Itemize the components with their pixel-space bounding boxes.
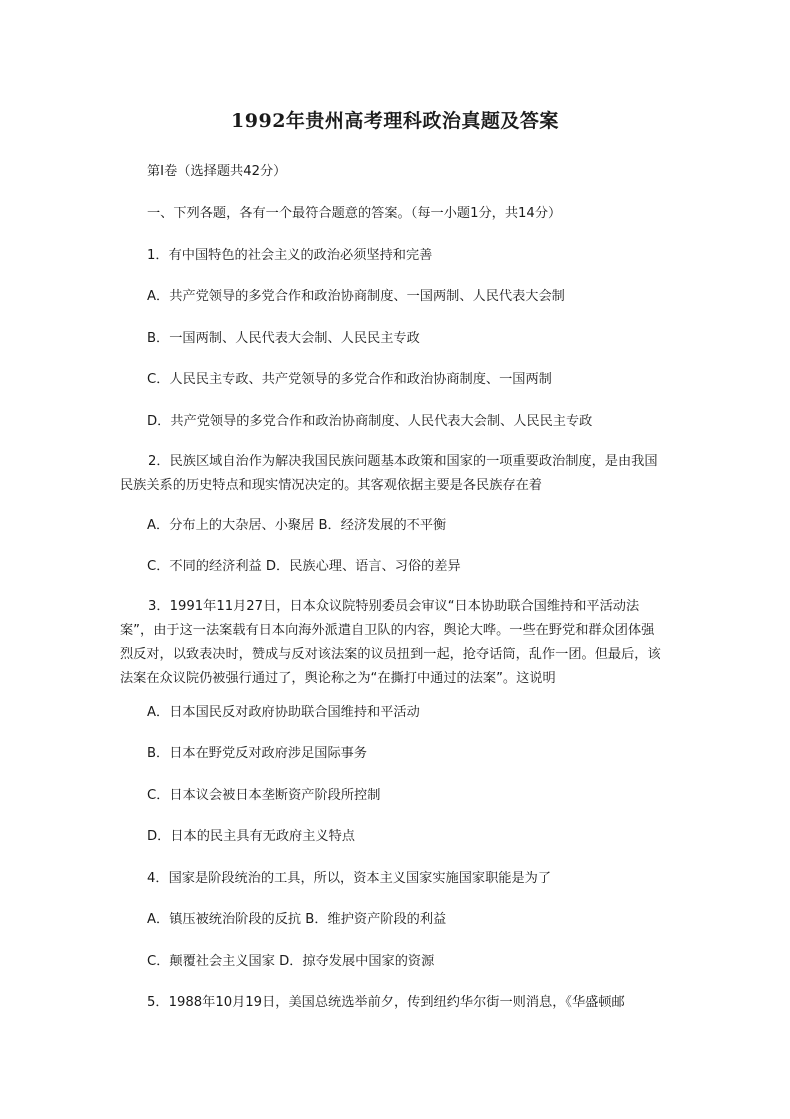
question-2-options-ab: A．分布上的大杂居、小聚居 B．经济发展的不平衡 [147,518,447,533]
part-instruction: 一、下列各题，各有一个最符合题意的答案。（每一小题1分，共14分） [147,206,562,221]
question-1-option-c: C．人民民主专政、共产党领导的多党合作和政治协商制度、一国两制 [147,372,552,387]
question-4-stem: 4．国家是阶段统治的工具，所以，资本主义国家实施国家职能是为了 [147,871,552,886]
question-1-stem: 1．有中国特色的社会主义的政治必须坚持和完善 [147,248,433,263]
question-1-option-a: A．共产党领导的多党合作和政治协商制度、一国两制、人民代表大会制 [147,289,565,304]
section-heading: 第Ⅰ卷（选择题共42分） [147,164,287,179]
question-2-stem: 2．民族区域自治作为解决我国民族问题基本政策和国家的一项重要政治制度，是由我国民族关系的历史特点和现实情况决定的。其客观依据主要是各民族存在着 [120,454,658,493]
question-3-option-c: C．日本议会被日本垄断资产阶段所控制 [147,788,381,803]
document-title: 1992年贵州高考理科政治真题及答案 [231,110,559,132]
question-2-options-cd: C．不同的经济利益 D．民族心理、语言、习俗的差异 [147,559,461,574]
question-3-option-b: B．日本在野党反对政府涉足国际事务 [147,746,368,761]
question-3-option-d: D．日本的民主具有无政府主义特点 [147,829,355,844]
question-3-option-a: A．日本国民反对政府协助联合国维持和平活动 [147,705,420,720]
question-4-options-cd: C．颠覆社会主义国家 D．掠夺发展中国家的资源 [147,954,435,969]
question-1-option-d: D．共产党领导的多党合作和政治协商制度、人民代表大会制、人民民主专政 [147,414,593,429]
question-5-stem: 5．1988年10月19日，美国总统选举前夕，传到纽约华尔街一则消息，《华盛顿邮 [147,995,625,1010]
question-3-stem: 3．1991年11月27日，日本众议院特别委员会审议“日本协助联合国维持和平活动法案”，由于这一法案载有日本向海外派遣自卫队的内容，舆论大哗。一些在野党和群众团体强烈反对，以致表决时，赞成与反对该法案的议员扭到一起，抢夺话筒，乱作一团。但最后，该法案在众议院仍被强行通过了，舆论称之为“在撕打中通过的法案”。这说明 [120,599,661,686]
question-4-options-ab: A．镇压被统治阶段的反抗 B．维护资产阶段的利益 [147,912,447,927]
question-1-option-b: B．一国两制、人民代表大会制、人民民主专政 [147,331,420,346]
